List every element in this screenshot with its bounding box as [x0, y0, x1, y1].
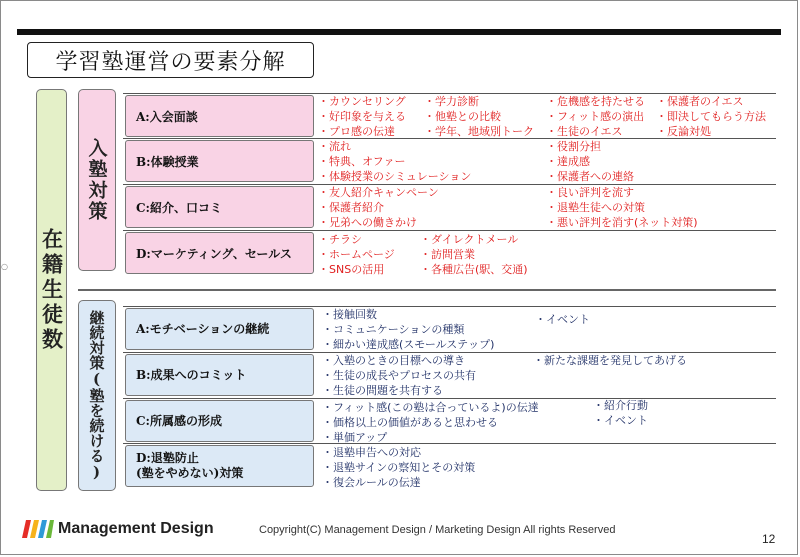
- list-item: ・プロ感の伝達: [318, 125, 395, 138]
- slide-title: 学習塾運営の要素分解: [27, 42, 314, 78]
- list-item: ・好印象を与える: [318, 110, 406, 123]
- copyright-text: Copyright(C) Management Design / Marketing Design All rights Reserved: [259, 524, 616, 536]
- item-list: [318, 139, 471, 184]
- list-item: ・流れ: [318, 140, 351, 153]
- acquisition-group-label: 入塾対策: [85, 138, 108, 222]
- list-item: ・達成感: [546, 155, 590, 168]
- item-list: [546, 139, 634, 184]
- list-item: ・カウンセリング: [318, 95, 406, 108]
- list-item: ・フィット感の演出: [546, 110, 645, 123]
- list-item: ・イベント: [535, 313, 590, 326]
- list-item: ・保護者紹介: [318, 201, 384, 214]
- category-results-commitment: B:成果へのコミット: [125, 354, 314, 396]
- category-trial-lesson: B:体験授業: [125, 140, 314, 182]
- category-marketing-sales: D:マーケティング、セールス: [125, 232, 314, 274]
- list-item: ・退塾サインの察知とその対策: [322, 461, 476, 474]
- list-item: ・保護者のイエス: [656, 95, 744, 108]
- row-line: [123, 398, 776, 399]
- item-list: [420, 232, 528, 277]
- list-item: ・SNSの活用: [318, 263, 385, 276]
- item-list: [318, 94, 406, 139]
- list-item: ・紹介行動: [593, 399, 648, 412]
- list-item: ・生徒の成長やプロセスの共有: [322, 369, 476, 382]
- group-separator: [78, 289, 776, 291]
- retention-group-label: 継続対策(塾を続ける): [87, 310, 106, 481]
- list-item: ・各種広告(駅、交通): [420, 263, 528, 276]
- list-item: ・新たな課題を発見してあげる: [533, 354, 687, 367]
- list-item: ・役割分担: [546, 140, 601, 153]
- item-list: [318, 185, 439, 230]
- list-item: ・兄弟への働きかけ: [318, 216, 417, 229]
- list-item: ・学力診断: [424, 95, 479, 108]
- category-withdrawal-prevention: D:退塾防止 (塾をやめない)対策: [125, 445, 314, 487]
- enrolled-students-label: 在籍生徒数: [39, 227, 65, 353]
- item-list: [322, 445, 475, 490]
- list-item: ・生徒のイエス: [546, 125, 623, 138]
- item-list: [322, 353, 476, 398]
- list-item: ・危機感を持たせる: [546, 95, 645, 108]
- list-item: ・他塾との比較: [424, 110, 501, 123]
- list-item: ・友人紹介キャンペーン: [318, 186, 439, 199]
- list-item: ・ホームページ: [318, 248, 395, 261]
- list-item: ・特典、オファー: [318, 155, 406, 168]
- list-item: ・価格以上の価値があると思わせる: [322, 416, 498, 429]
- item-list: [424, 94, 534, 139]
- list-item: ・体験授業のシミュレーション: [318, 170, 472, 183]
- item-list: [322, 400, 539, 445]
- list-item: ・復会ルールの伝達: [322, 476, 421, 489]
- list-item: ・即決してもらう方法: [656, 110, 766, 123]
- list-item: ・接触回数: [322, 308, 377, 321]
- list-item: ・良い評判を流す: [546, 186, 634, 199]
- list-item: ・反論対処: [656, 125, 711, 138]
- item-list: [656, 94, 766, 139]
- category-entry-interview: A:入会面談: [125, 95, 314, 137]
- item-list: [533, 353, 687, 368]
- list-item: ・イベント: [593, 414, 648, 427]
- edge-mark: ○: [1, 262, 8, 271]
- brand-logo-icon: [22, 520, 54, 542]
- list-item: ・フィット感(この塾は合っているよ)の伝達: [322, 401, 539, 414]
- list-item: ・退塾申告への対応: [322, 446, 421, 459]
- list-item: ・チラシ: [318, 233, 362, 246]
- brand-name: Management Design: [58, 520, 214, 537]
- category-belonging: C:所属感の形成: [125, 400, 314, 442]
- top-rule: [17, 29, 781, 35]
- list-item: ・学年、地域別トーク: [424, 125, 534, 138]
- list-item: ・細かい達成感(スモールステップ): [322, 338, 495, 351]
- list-item: ・生徒の問題を共有する: [322, 384, 443, 397]
- retention-group-box: [78, 300, 116, 491]
- item-list: [322, 307, 494, 352]
- list-item: ・入塾のときの目標への導き: [322, 354, 465, 367]
- list-item: ・退塾生徒への対策: [546, 201, 645, 214]
- item-list: [593, 398, 648, 428]
- row-line: [123, 230, 776, 231]
- category-motivation: A:モチベーションの継続: [125, 308, 314, 350]
- item-list: [546, 94, 645, 139]
- list-item: ・コミュニケーションの種類: [322, 323, 465, 336]
- list-item: ・悪い評判を消す(ネット対策): [546, 216, 698, 229]
- item-list: [535, 312, 590, 327]
- list-item: ・単価アップ: [322, 431, 388, 444]
- category-referral: C:紹介、口コミ: [125, 186, 314, 228]
- list-item: ・保護者への連絡: [546, 170, 634, 183]
- item-list: [318, 232, 395, 277]
- list-item: ・ダイレクトメール: [420, 233, 519, 246]
- page-number: 12: [762, 532, 776, 546]
- list-item: ・訪問営業: [420, 248, 475, 261]
- acquisition-group-box: [78, 89, 116, 271]
- item-list: [546, 185, 698, 230]
- enrolled-students-box: [36, 89, 67, 491]
